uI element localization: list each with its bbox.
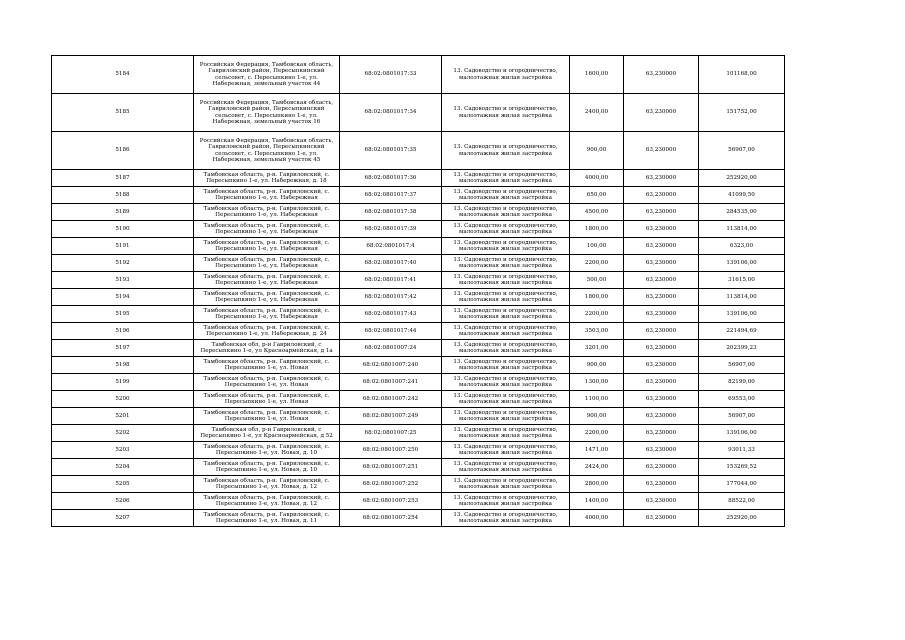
- value-cell: 284535,00: [699, 204, 785, 221]
- table-row: [52, 323, 785, 340]
- land-use-cell: 13. Садоводство и огородничество, малоэтажная жилая застройка: [442, 204, 570, 221]
- land-use-cell: 13. Садоводство и огородничество, малоэтажная жилая застройка: [442, 56, 570, 94]
- cadastral-number-cell: 68:02:0801007:241: [340, 374, 442, 391]
- area-cell: 1800,00: [570, 289, 624, 306]
- area-cell: 650,00: [570, 187, 624, 204]
- rate-cell: 63,230000: [624, 323, 699, 340]
- row-number-cell: 5205: [52, 476, 194, 493]
- table-row: [52, 187, 785, 204]
- land-use-cell: 13. Садоводство и огородничество, малоэтажная жилая застройка: [442, 408, 570, 425]
- row-number-cell: 5198: [52, 357, 194, 374]
- value-cell: 56907,00: [699, 357, 785, 374]
- address-cell: Тамбовская обл, р-н Гавриловский, с Пересыпкино 1-е, ул Красноармейская, д 1а: [194, 340, 340, 357]
- land-use-cell: 13. Садоводство и огородничество, малоэтажная жилая застройка: [442, 132, 570, 170]
- rate-cell: 63,230000: [624, 204, 699, 221]
- land-use-cell: 13. Садоводство и огородничество, малоэтажная жилая застройка: [442, 306, 570, 323]
- rate-cell: 63,230000: [624, 476, 699, 493]
- value-cell: 153269,52: [699, 459, 785, 476]
- address-cell: Тамбовская область, р-н. Гавриловский, с. Пересыпкино 1-е, ул. Новая: [194, 408, 340, 425]
- cadastral-number-cell: 68:02:0801007:252: [340, 476, 442, 493]
- address-cell: Тамбовская область, р-н. Гавриловский, с. Пересыпкино 1-е, ул. Новая: [194, 357, 340, 374]
- cadastral-number-cell: 68:02:0801007:242: [340, 391, 442, 408]
- cadastral-number-cell: 68:02:0801007:251: [340, 459, 442, 476]
- rate-cell: 63,230000: [624, 408, 699, 425]
- address-cell: Тамбовская область, р-н. Гавриловский, с. Пересыпкино 1-е, ул. Набережная: [194, 238, 340, 255]
- value-cell: 82199,00: [699, 374, 785, 391]
- area-cell: 500,00: [570, 272, 624, 289]
- table-row: [52, 170, 785, 187]
- table-row: [52, 132, 785, 170]
- rate-cell: 63,230000: [624, 132, 699, 170]
- row-number-cell: 5201: [52, 408, 194, 425]
- cadastral-number-cell: 68:02:0801017:36: [340, 170, 442, 187]
- rate-cell: 63,230000: [624, 272, 699, 289]
- value-cell: 31615,00: [699, 272, 785, 289]
- cadastral-number-cell: 68:02:0801017:42: [340, 289, 442, 306]
- table-row: [52, 56, 785, 94]
- rate-cell: 63,230000: [624, 221, 699, 238]
- rate-cell: 63,230000: [624, 306, 699, 323]
- area-cell: 3201,00: [570, 340, 624, 357]
- rate-cell: 63,230000: [624, 493, 699, 510]
- row-number-cell: 5192: [52, 255, 194, 272]
- land-use-cell: 13. Садоводство и огородничество, малоэтажная жилая застройка: [442, 476, 570, 493]
- land-use-cell: 13. Садоводство и огородничество, малоэтажная жилая застройка: [442, 272, 570, 289]
- cadastral-number-cell: 68:02:0801017:39: [340, 221, 442, 238]
- row-number-cell: 5204: [52, 459, 194, 476]
- table-row: [52, 476, 785, 493]
- cadastral-number-cell: 68:02:0801017:41: [340, 272, 442, 289]
- cadastral-number-cell: 68:02:0801007:249: [340, 408, 442, 425]
- table-row: [52, 374, 785, 391]
- area-cell: 2400,00: [570, 94, 624, 132]
- value-cell: 88522,00: [699, 493, 785, 510]
- address-cell: Тамбовская область, р-н. Гавриловский, с. Пересыпкино 1-е, ул. Новая, д. 12: [194, 493, 340, 510]
- row-number-cell: 5199: [52, 374, 194, 391]
- land-use-cell: 13. Садоводство и огородничество, малоэтажная жилая застройка: [442, 170, 570, 187]
- rate-cell: 63,230000: [624, 459, 699, 476]
- area-cell: 3503,00: [570, 323, 624, 340]
- land-use-cell: 13. Садоводство и огородничество, малоэтажная жилая застройка: [442, 391, 570, 408]
- area-cell: 1100,00: [570, 391, 624, 408]
- table-row: [52, 255, 785, 272]
- row-number-cell: 5184: [52, 56, 194, 94]
- cadastral-number-cell: 68:02:0801017:4: [340, 238, 442, 255]
- rate-cell: 63,230000: [624, 425, 699, 442]
- row-number-cell: 5196: [52, 323, 194, 340]
- area-cell: 900,00: [570, 408, 624, 425]
- rate-cell: 63,230000: [624, 238, 699, 255]
- land-plot-table: [51, 55, 785, 527]
- cadastral-number-cell: 68:02:0801017:37: [340, 187, 442, 204]
- land-use-cell: 13. Садоводство и огородничество, малоэтажная жилая застройка: [442, 238, 570, 255]
- value-cell: 139106,00: [699, 306, 785, 323]
- value-cell: 69553,00: [699, 391, 785, 408]
- area-cell: 1400,00: [570, 493, 624, 510]
- land-use-cell: 13. Садоводство и огородничество, малоэтажная жилая застройка: [442, 357, 570, 374]
- land-use-cell: 13. Садоводство и огородничество, малоэтажная жилая застройка: [442, 255, 570, 272]
- table-row: [52, 510, 785, 527]
- value-cell: 177044,00: [699, 476, 785, 493]
- row-number-cell: 5186: [52, 132, 194, 170]
- cadastral-number-cell: 68:02:0801017:35: [340, 132, 442, 170]
- value-cell: 56907,00: [699, 408, 785, 425]
- row-number-cell: 5193: [52, 272, 194, 289]
- rate-cell: 63,230000: [624, 391, 699, 408]
- row-number-cell: 5202: [52, 425, 194, 442]
- table-row: [52, 442, 785, 459]
- table-row: [52, 391, 785, 408]
- cadastral-number-cell: 68:02:0801007:25: [340, 425, 442, 442]
- value-cell: 56907,00: [699, 132, 785, 170]
- value-cell: 202399,23: [699, 340, 785, 357]
- cadastral-number-cell: 68:02:0801017:38: [340, 204, 442, 221]
- row-number-cell: 5207: [52, 510, 194, 527]
- row-number-cell: 5191: [52, 238, 194, 255]
- cadastral-number-cell: 68:02:0801007:254: [340, 510, 442, 527]
- row-number-cell: 5188: [52, 187, 194, 204]
- table-row: [52, 408, 785, 425]
- rate-cell: 63,230000: [624, 289, 699, 306]
- value-cell: 6323,00: [699, 238, 785, 255]
- value-cell: 113814,00: [699, 289, 785, 306]
- address-cell: Тамбовская область, р-н. Гавриловский, с. Пересыпкино 1-е, ул. Набережная: [194, 289, 340, 306]
- table-row: [52, 493, 785, 510]
- address-cell: Тамбовская область, р-н. Гавриловский, с. Пересыпкино 1-е, ул. Новая, д. 12: [194, 476, 340, 493]
- area-cell: 900,00: [570, 357, 624, 374]
- rate-cell: 63,230000: [624, 374, 699, 391]
- table-row: [52, 306, 785, 323]
- land-use-cell: 13. Садоводство и огородничество, малоэтажная жилая застройка: [442, 442, 570, 459]
- address-cell: Тамбовская обл, р-н Гавриловский, с Пересыпкино 1-е, ул Красноармейская, д 52: [194, 425, 340, 442]
- rate-cell: 63,230000: [624, 442, 699, 459]
- value-cell: 151752,00: [699, 94, 785, 132]
- area-cell: 1471,00: [570, 442, 624, 459]
- table-row: [52, 204, 785, 221]
- area-cell: 1800,00: [570, 221, 624, 238]
- table-row: [52, 459, 785, 476]
- address-cell: Тамбовская область, р-н. Гавриловский, с. Пересыпкино 1-е, ул. Набережная: [194, 187, 340, 204]
- area-cell: 1300,00: [570, 374, 624, 391]
- rate-cell: 63,230000: [624, 170, 699, 187]
- address-cell: Российская Федерация, Тамбовская область, Гавриловский район, Пересыпкинский сельсовет, с. Пересыпкино 1-е, ул. Набережная, земельный участок 44: [194, 56, 340, 94]
- value-cell: 101168,00: [699, 56, 785, 94]
- value-cell: 41099,50: [699, 187, 785, 204]
- table-row: [52, 221, 785, 238]
- address-cell: Российская Федерация, Тамбовская область, Гавриловский район, Пересыпкинский сельсовет, с. Пересыпкино 1-е, ул. Набережная, земельный участок 45: [194, 132, 340, 170]
- address-cell: Тамбовская область, р-н. Гавриловский, с. Пересыпкино 1-е, ул. Набережная: [194, 221, 340, 238]
- area-cell: 2200,00: [570, 425, 624, 442]
- address-cell: Тамбовская область, р-н. Гавриловский, с. Пересыпкино 1-е, ул. Новая, д. 11: [194, 510, 340, 527]
- table-row: [52, 238, 785, 255]
- address-cell: Тамбовская область, р-н. Гавриловский, с. Пересыпкино 1-е, ул. Набережная, д. 24: [194, 323, 340, 340]
- land-use-cell: 13. Садоводство и огородничество, малоэтажная жилая застройка: [442, 323, 570, 340]
- address-cell: Российская Федерация, Тамбовская область, Гавриловский район, Пересыпкинский сельсовет, с. Пересыпкино 1-е, ул. Набережная, земельный участок 16: [194, 94, 340, 132]
- address-cell: Тамбовская область, р-н. Гавриловский, с. Пересыпкино 1-е, ул. Новая: [194, 391, 340, 408]
- rate-cell: 63,230000: [624, 94, 699, 132]
- cadastral-number-cell: 68:02:0801007:24: [340, 340, 442, 357]
- table-body: [52, 56, 785, 527]
- address-cell: Тамбовская область, р-н. Гавриловский, с. Пересыпкино 1-е, ул. Новая: [194, 374, 340, 391]
- land-use-cell: 13. Садоводство и огородничество, малоэтажная жилая застройка: [442, 459, 570, 476]
- table-row: [52, 94, 785, 132]
- value-cell: 252920,00: [699, 510, 785, 527]
- row-number-cell: 5197: [52, 340, 194, 357]
- land-use-cell: 13. Садоводство и огородничество, малоэтажная жилая застройка: [442, 374, 570, 391]
- value-cell: 252920,00: [699, 170, 785, 187]
- cadastral-number-cell: 68:02:0801017:44: [340, 323, 442, 340]
- cadastral-number-cell: 68:02:0801017:33: [340, 56, 442, 94]
- land-use-cell: 13. Садоводство и огородничество, малоэтажная жилая застройка: [442, 493, 570, 510]
- address-cell: Тамбовская область, р-н. Гавриловский, с. Пересыпкино 1-е, ул. Набережная, д. 18: [194, 170, 340, 187]
- land-use-cell: 13. Садоводство и огородничество, малоэтажная жилая застройка: [442, 94, 570, 132]
- land-use-cell: 13. Садоводство и огородничество, малоэтажная жилая застройка: [442, 187, 570, 204]
- row-number-cell: 5194: [52, 289, 194, 306]
- area-cell: 900,00: [570, 132, 624, 170]
- address-cell: Тамбовская область, р-н. Гавриловский, с. Пересыпкино 1-е, ул. Набережная: [194, 204, 340, 221]
- area-cell: 2424,00: [570, 459, 624, 476]
- table-row: [52, 340, 785, 357]
- land-use-cell: 13. Садоводство и огородничество, малоэтажная жилая застройка: [442, 221, 570, 238]
- land-use-cell: 13. Садоводство и огородничество, малоэтажная жилая застройка: [442, 289, 570, 306]
- area-cell: 100,00: [570, 238, 624, 255]
- area-cell: 4000,00: [570, 170, 624, 187]
- cadastral-number-cell: 68:02:0801017:43: [340, 306, 442, 323]
- area-cell: 2200,00: [570, 306, 624, 323]
- rate-cell: 63,230000: [624, 187, 699, 204]
- cadastral-number-cell: 68:02:0801007:253: [340, 493, 442, 510]
- land-use-cell: 13. Садоводство и огородничество, малоэтажная жилая застройка: [442, 340, 570, 357]
- table-row: [52, 357, 785, 374]
- row-number-cell: 5195: [52, 306, 194, 323]
- row-number-cell: 5200: [52, 391, 194, 408]
- address-cell: Тамбовская область, р-н. Гавриловский, с. Пересыпкино 1-е, ул. Набережная: [194, 272, 340, 289]
- area-cell: 2800,00: [570, 476, 624, 493]
- address-cell: Тамбовская область, р-н. Гавриловский, с. Пересыпкино 1-е, ул. Набережная: [194, 255, 340, 272]
- area-cell: 1600,00: [570, 56, 624, 94]
- rate-cell: 63,230000: [624, 357, 699, 374]
- row-number-cell: 5187: [52, 170, 194, 187]
- cadastral-number-cell: 68:02:0801007:240: [340, 357, 442, 374]
- cadastral-number-cell: 68:02:0801007:250: [340, 442, 442, 459]
- row-number-cell: 5189: [52, 204, 194, 221]
- row-number-cell: 5190: [52, 221, 194, 238]
- table-row: [52, 425, 785, 442]
- value-cell: 93011,33: [699, 442, 785, 459]
- area-cell: 4500,00: [570, 204, 624, 221]
- row-number-cell: 5206: [52, 493, 194, 510]
- area-cell: 4000,00: [570, 510, 624, 527]
- rate-cell: 63,230000: [624, 340, 699, 357]
- area-cell: 2200,00: [570, 255, 624, 272]
- cadastral-number-cell: 68:02:0801017:40: [340, 255, 442, 272]
- land-use-cell: 13. Садоводство и огородничество, малоэтажная жилая застройка: [442, 510, 570, 527]
- rate-cell: 63,230000: [624, 255, 699, 272]
- row-number-cell: 5203: [52, 442, 194, 459]
- value-cell: 139106,00: [699, 255, 785, 272]
- table-row: [52, 272, 785, 289]
- value-cell: 221494,69: [699, 323, 785, 340]
- address-cell: Тамбовская область, р-н. Гавриловский, с. Пересыпкино 1-е, ул. Новая, д. 10: [194, 459, 340, 476]
- value-cell: 139106,00: [699, 425, 785, 442]
- cadastral-number-cell: 68:02:0801017:34: [340, 94, 442, 132]
- rate-cell: 63,230000: [624, 510, 699, 527]
- address-cell: Тамбовская область, р-н. Гавриловский, с. Пересыпкино 1-е, ул. Новая, д. 10: [194, 442, 340, 459]
- land-use-cell: 13. Садоводство и огородничество, малоэтажная жилая застройка: [442, 425, 570, 442]
- value-cell: 113814,00: [699, 221, 785, 238]
- row-number-cell: 5185: [52, 94, 194, 132]
- table-row: [52, 289, 785, 306]
- rate-cell: 63,230000: [624, 56, 699, 94]
- address-cell: Тамбовская область, р-н. Гавриловский, с. Пересыпкино 1-е, ул. Набережная: [194, 306, 340, 323]
